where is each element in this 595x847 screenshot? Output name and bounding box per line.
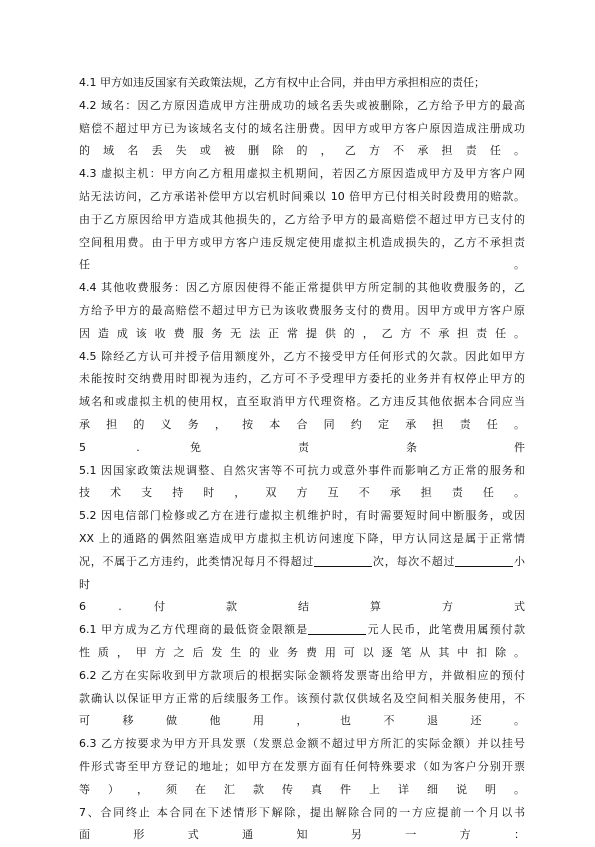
text-line: 4.4 其他收费服务：因乙方原因使得不能正常提供甲方所定制的其他收费服务的，乙 [79,281,525,295]
text-segment: 元人民币，此笔费用属预付款 [366,623,525,637]
text-line: 4.2 域名：因乙方原因造成甲方注册成功的域名丢失或被删除，乙方给予甲方的最高 [79,98,525,112]
text-line: 的 域 名 丢 失 或 被 删 除 的 ， 乙 方 不 承 担 责 任 。 [79,144,525,158]
text-line: 6.3 乙方按要求为甲方开具发票（发票总金额不超过甲方所汇的实际金额）并以挂号 [79,737,525,751]
text-line: 5.2 因电信部门检修或乙方在进行虚拟主机维护时，有时需要短时间中断服务，或因 [79,509,525,523]
fill-in-blank[interactable] [455,553,513,567]
text-line: 方给予甲方的最高赔偿不超过甲方已为该收费服务支付的费用。因甲方或甲方客户原 [79,303,525,317]
text-line: 5.1 因国家政策法规调整、自然灾害等不可抗力或意外事件而影响乙方正常的服务和 [79,463,525,477]
text-line: 时 [79,577,90,591]
text-line-with-blanks [79,619,525,642]
section-heading: 5 . 免 责 条 件 [79,440,525,454]
text-line: 4.3 虚拟主机：甲方向乙方租用虚拟主机期间，若因乙方原因造成甲方及甲方客户网 [79,167,525,181]
fill-in-blank[interactable] [314,553,372,567]
text-line: 4.5 除经乙方认可并授予信用额度外，乙方不接受甲方任何形式的欠款。因此如甲方 [79,349,525,363]
text-line: 域名和或虚拟主机的使用权，直至取消甲方代理资格。乙方违反其他依据本合同应当 [79,395,525,409]
text-line: 性 质 ， 甲 方 之 后 发 生 的 业 务 费 用 可 以 逐 笔 从 其 中 扣 除 。 [79,645,525,659]
text-line: 因 造 成 该 收 费 服 务 无 法 正 常 提 供 的 ， 乙 方 不 承 担 责 任 。 [79,326,525,340]
section-heading: 6 . 付 款 结 算 方 式 [79,600,525,614]
text-line-with-blanks [79,551,525,574]
text-line: 等 ） ， 须 在 汇 款 传 真 件 上 详 细 说 明 。 [79,782,525,796]
text-segment: 6.1 甲方成为乙方代理商的最低资金限额是 [79,623,309,637]
text-line: 面 形 式 通 知 另 一 方 ： [79,828,525,842]
text-line: 任 。 [79,258,525,272]
text-segment: 况，不属于乙方违约，此类情况每月不得超过 [79,554,315,568]
text-line: 站无法访问，乙方承诺补偿甲方以宕机时间乘以 10 倍甲方已付相关时段费用的赔款。 [79,189,525,203]
text-line: 6.2 乙方在实际收到甲方款项后的根据实际金额将发票寄出给甲方，并做相应的预付 [79,668,525,682]
text-line: 空间租用费。由于甲方或甲方客户违反规定使用虚拟主机造成损失的，乙方不承担责 [79,235,525,249]
fill-in-blank[interactable] [308,621,366,635]
text-line: 未能按时交纳费用时即视为违约，乙方可不予受理甲方委托的业务并有权停止甲方的 [79,372,525,386]
text-line: 由于乙方原因给甲方造成其他损失的，乙方给予甲方的最高赔偿不超过甲方已支付的 [79,212,525,226]
text-line: 件形式寄至甲方登记的地址；如甲方在发票方面有任何特殊要求（如为客户分别开票 [79,759,525,773]
text-line: XX 上的通路的偶然阻塞造成甲方虚拟主机访问速度下降，甲方认同这是属于正常情 [79,531,525,545]
text-line: 赔偿不超过甲方已为该域名支付的域名注册费。因甲方或甲方客户原因造成注册成功 [79,121,525,135]
text-line: 款确认以保证甲方正常的后续服务工作。该预付款仅供域名及空间相关服务使用，不 [79,691,525,705]
text-line: 技 术 支 持 时 ， 双 方 互 不 承 担 责 任 。 [79,486,525,500]
text-line: 7、合同终止 本合同在下述情形下解除，提出解除合同的一方应提前一个月以书 [79,805,525,819]
text-segment: 次，每次不超过 [372,554,456,568]
text-line: 可 移 做 他 用 ， 也 不 退 还 。 [79,714,525,728]
text-segment: 小 [513,554,525,568]
text-line: 承 担 的 义 务 ， 按 本 合 同 约 定 承 担 责 任 。 [79,417,525,431]
document-body [79,72,525,847]
text-line: 4.1 甲方如违反国家有关政策法规，乙方有权中止合同，并由甲方承担相应的责任； [79,76,485,89]
